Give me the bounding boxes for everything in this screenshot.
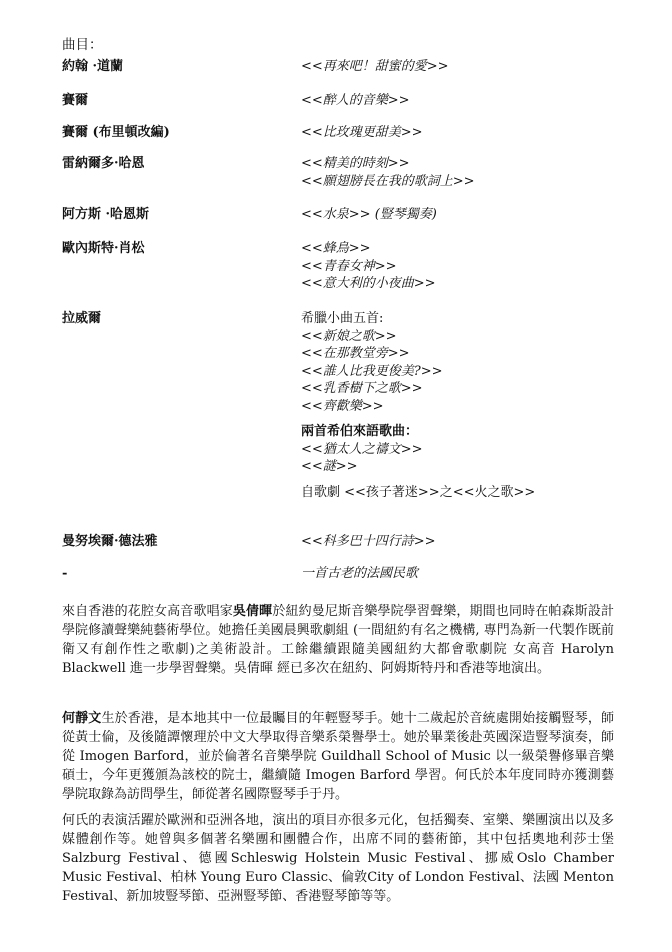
bio-soprano-intro: 來自香港的花腔女高音歌唱家	[62, 604, 233, 619]
program-row	[62, 92, 622, 110]
work-title: <<醉人的音樂>>	[301, 93, 410, 108]
works-list	[301, 155, 622, 190]
work-title: <<謎>>	[301, 459, 358, 474]
composer-name: 賽爾 (布里頓改編)	[62, 125, 170, 140]
work-title: <<齊歡樂>>	[301, 398, 384, 414]
bio-soprano	[62, 602, 614, 678]
works-list	[301, 565, 622, 583]
works-list	[301, 206, 622, 224]
works-list	[301, 310, 622, 501]
work-title: <<精美的時刻>>	[301, 156, 410, 171]
work-title: <<意大利的小夜曲>>	[301, 276, 436, 291]
composer-name: 歐內斯特·肖松	[62, 241, 145, 256]
spacer	[301, 415, 622, 423]
works-list	[301, 240, 622, 293]
work-title: 自歌劇 <<孩子著迷>>之<<火之歌>>	[301, 484, 536, 500]
program-row	[62, 240, 622, 293]
composer-name: 賽爾	[62, 93, 89, 108]
soprano-name: 吳倩暉	[232, 604, 273, 619]
bio-soprano-text: 於紐約曼尼斯音樂學院學習聲樂，期間也同時在帕森斯設計學院修讀聲樂純藝術學位。她擔任美國晨興歌劇組 (一間紐約有名之機構, 專門為新一代製作既前衛又有創作性之歌劇)之美術設計。工餘繼續跟隨美國紐約大都會歌劇院 女高音 Harolyn Blackwell 進一步學習聲樂。吳倩暉 經已多次在紐約、阿姆斯特丹和香港等地演出。	[62, 604, 614, 676]
composer-name: 曼努埃爾·德法雅	[62, 534, 158, 549]
work-title: <<猶太人之禱文>>	[301, 441, 423, 457]
spacer	[301, 476, 622, 484]
work-title: <<乳香樹下之歌>>	[301, 381, 423, 396]
composer-name: 雷納爾多·哈恩	[62, 156, 145, 171]
program-row	[62, 58, 622, 76]
work-title: <<青春女神>>	[301, 258, 397, 274]
program-row	[62, 533, 622, 551]
composer-name: -	[62, 566, 68, 581]
program-row	[62, 155, 622, 190]
work-title: <<在那教堂旁>>	[301, 346, 410, 361]
bio-harpist-performances	[62, 811, 614, 906]
work-title: <<願翅膀長在我的歌詞上>>	[301, 173, 475, 189]
program-heading: 曲目：	[62, 37, 103, 53]
work-title: <<新娘之歌>>	[301, 328, 397, 344]
works-list	[301, 92, 622, 110]
work-title: 兩首希伯來語歌曲：	[301, 424, 419, 439]
program-row	[62, 565, 622, 583]
bio-harpist-text: 生於香港，是本地其中一位最矚目的年輕豎琴手。她十二歲起於音統處開始接觸豎琴，師從黃士倫，及後隨譚懷理於中文大學取得音樂系榮譽學士。她於畢業後赴英國深造豎琴演奏，師從 Imogen Barford，並於倫著名音樂學院 Guildhall School of Music 以一級榮譽修畢音樂碩士，今年更獲頒為該校的院士，繼續隨 Imogen Barford 學習。何氏於本年度同時亦獲測藝學院取錄為訪問學生，師從著名國際豎琴手于丹。	[62, 711, 614, 802]
works-list	[301, 124, 622, 142]
work-title: 希臘小曲五首:	[301, 311, 384, 326]
work-title: <<誰人比我更俊美?>>	[301, 363, 443, 379]
works-list	[301, 533, 622, 551]
work-title: <<科多巴十四行詩>>	[301, 534, 436, 549]
composer-name: 拉威爾	[62, 311, 102, 326]
harpist-name: 何靜文	[62, 711, 102, 726]
work-title: <<水泉>> (豎琴獨奏)	[301, 207, 437, 222]
composer-name: 約翰 ·道蘭	[62, 59, 124, 74]
work-title: <<蜂鳥>>	[301, 241, 371, 256]
work-title: <<比玫瑰更甜美>>	[301, 125, 423, 140]
program-row	[62, 206, 622, 224]
works-list	[301, 58, 622, 76]
bio-harpist-performances-text: 何氏的表演活躍於歐洲和亞洲各地，演出的項目亦很多元化，包括獨奏、室樂、樂團演出以及多媒體創作等。她曾與多個著名樂團和團體合作，出席不同的藝術節，其中包括奧地利莎士堡Salzburg Festival、德國Schleswig Holstein Music Festival、挪威Oslo Chamber Music Festival、柏林 Young Euro Classic、倫敦City of London Festival、法國 Menton Festival、新加坡豎琴節、亞洲豎琴節、香港豎琴節等等。	[62, 813, 614, 904]
work-title: <<再來吧！甜蜜的愛>>	[301, 59, 449, 74]
composer-name: 阿方斯 ·哈恩斯	[62, 207, 150, 222]
work-title: 一首古老的法國民歌	[301, 566, 419, 581]
bio-harpist	[62, 709, 614, 804]
program-row	[62, 124, 622, 142]
program-row	[62, 310, 622, 501]
